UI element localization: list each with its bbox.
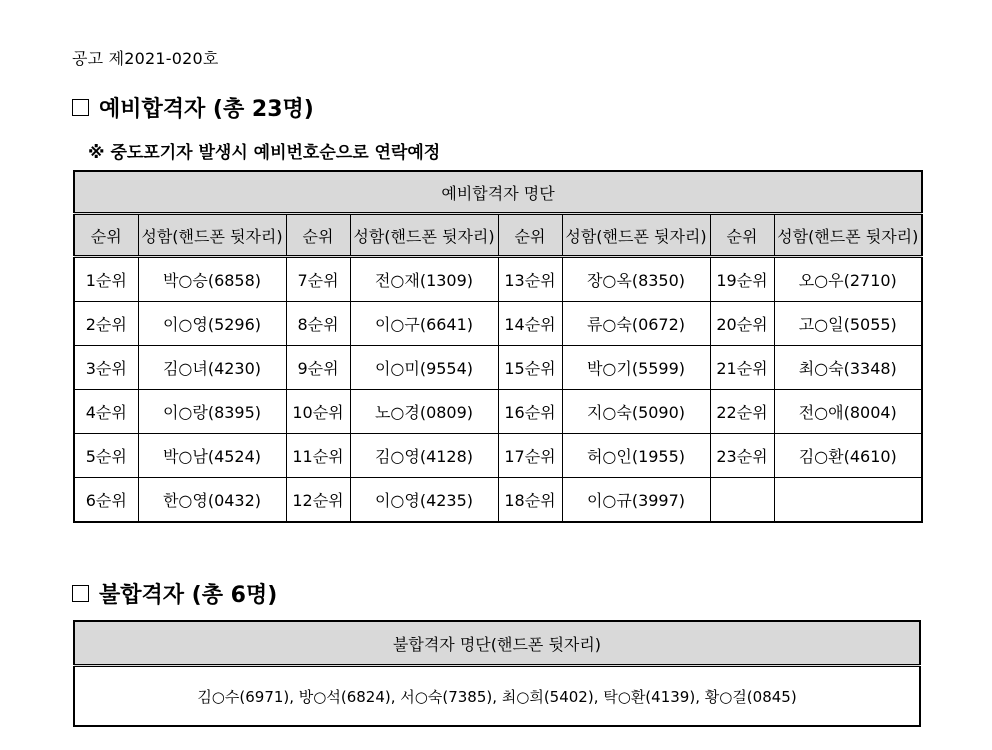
fail-heading-text: 불합격자 (총 6명): [99, 583, 278, 608]
name-cell: 박○남(4524): [138, 434, 286, 478]
name-cell: 이○랑(8395): [138, 390, 286, 434]
rank-cell: 2순위: [74, 302, 138, 346]
name-cell: 노○경(0809): [350, 390, 498, 434]
name-cell: 장○옥(8350): [562, 257, 710, 302]
rank-cell: 23순위: [710, 434, 774, 478]
rank-cell: 13순위: [498, 257, 562, 302]
name-cell: 김○환(4610): [774, 434, 922, 478]
column-header-rank: 순위: [498, 214, 562, 257]
name-cell: 이○영(4235): [350, 478, 498, 523]
fail-list: 김○수(6971), 방○석(6824), 서○숙(7385), 최○희(5402), 탁○환(4139), 황○걸(0845): [197, 687, 797, 706]
rank-cell: [710, 478, 774, 523]
name-cell: 박○승(6858): [138, 257, 286, 302]
fail-table-title: 불합격자 명단(핸드폰 뒷자리): [74, 621, 920, 666]
fail-section-heading: [72, 578, 277, 609]
name-cell: 허○인(1955): [562, 434, 710, 478]
rank-cell: 8순위: [286, 302, 350, 346]
checkbox-square-icon: [72, 99, 89, 116]
rank-cell: 18순위: [498, 478, 562, 523]
rank-cell: 1순위: [74, 257, 138, 302]
name-cell: 이○미(9554): [350, 346, 498, 390]
rank-cell: 11순위: [286, 434, 350, 478]
reserve-heading-text: 예비합격자 (총 23명): [99, 97, 314, 122]
rank-cell: 19순위: [710, 257, 774, 302]
rank-cell: 15순위: [498, 346, 562, 390]
name-cell: 이○규(3997): [562, 478, 710, 523]
table-row: [74, 434, 922, 478]
notice-number: 공고 제2021-020호: [72, 49, 219, 68]
rank-cell: 9순위: [286, 346, 350, 390]
rank-cell: 5순위: [74, 434, 138, 478]
table-row: [74, 346, 922, 390]
rank-cell: 4순위: [74, 390, 138, 434]
name-cell: 박○기(5599): [562, 346, 710, 390]
name-cell: 김○녀(4230): [138, 346, 286, 390]
table-row: [74, 478, 922, 523]
rank-cell: 20순위: [710, 302, 774, 346]
column-header-rank: 순위: [286, 214, 350, 257]
rank-cell: 22순위: [710, 390, 774, 434]
rank-cell: 7순위: [286, 257, 350, 302]
name-cell: 지○숙(5090): [562, 390, 710, 434]
name-cell: 고○일(5055): [774, 302, 922, 346]
name-cell: 전○재(1309): [350, 257, 498, 302]
column-header-rank: 순위: [74, 214, 138, 257]
name-cell: 한○영(0432): [138, 478, 286, 523]
column-header-name: 성함(핸드폰 뒷자리): [138, 214, 286, 257]
name-cell: 오○우(2710): [774, 257, 922, 302]
table-row: [74, 302, 922, 346]
table-row: [74, 390, 922, 434]
fail-table: [73, 620, 921, 727]
name-cell: 이○구(6641): [350, 302, 498, 346]
name-cell: 전○애(8004): [774, 390, 922, 434]
checkbox-square-icon: [72, 585, 89, 602]
column-header-rank: 순위: [710, 214, 774, 257]
name-cell: 최○숙(3348): [774, 346, 922, 390]
column-header-name: 성함(핸드폰 뒷자리): [562, 214, 710, 257]
rank-cell: 21순위: [710, 346, 774, 390]
rank-cell: 3순위: [74, 346, 138, 390]
reserve-table: [73, 170, 923, 523]
name-cell: 이○영(5296): [138, 302, 286, 346]
rank-cell: 16순위: [498, 390, 562, 434]
reserve-contact-note: ※ 중도포기자 발생시 예비번호순으로 연락예정: [88, 143, 441, 163]
rank-cell: 14순위: [498, 302, 562, 346]
name-cell: 류○숙(0672): [562, 302, 710, 346]
rank-cell: 10순위: [286, 390, 350, 434]
rank-cell: 12순위: [286, 478, 350, 523]
name-cell: [774, 478, 922, 523]
table-row: [74, 257, 922, 302]
column-header-name: 성함(핸드폰 뒷자리): [350, 214, 498, 257]
reserve-table-title: 예비합격자 명단: [74, 171, 922, 214]
rank-cell: 6순위: [74, 478, 138, 523]
rank-cell: 17순위: [498, 434, 562, 478]
reserve-section-heading: [72, 92, 314, 123]
column-header-name: 성함(핸드폰 뒷자리): [774, 214, 922, 257]
name-cell: 김○영(4128): [350, 434, 498, 478]
